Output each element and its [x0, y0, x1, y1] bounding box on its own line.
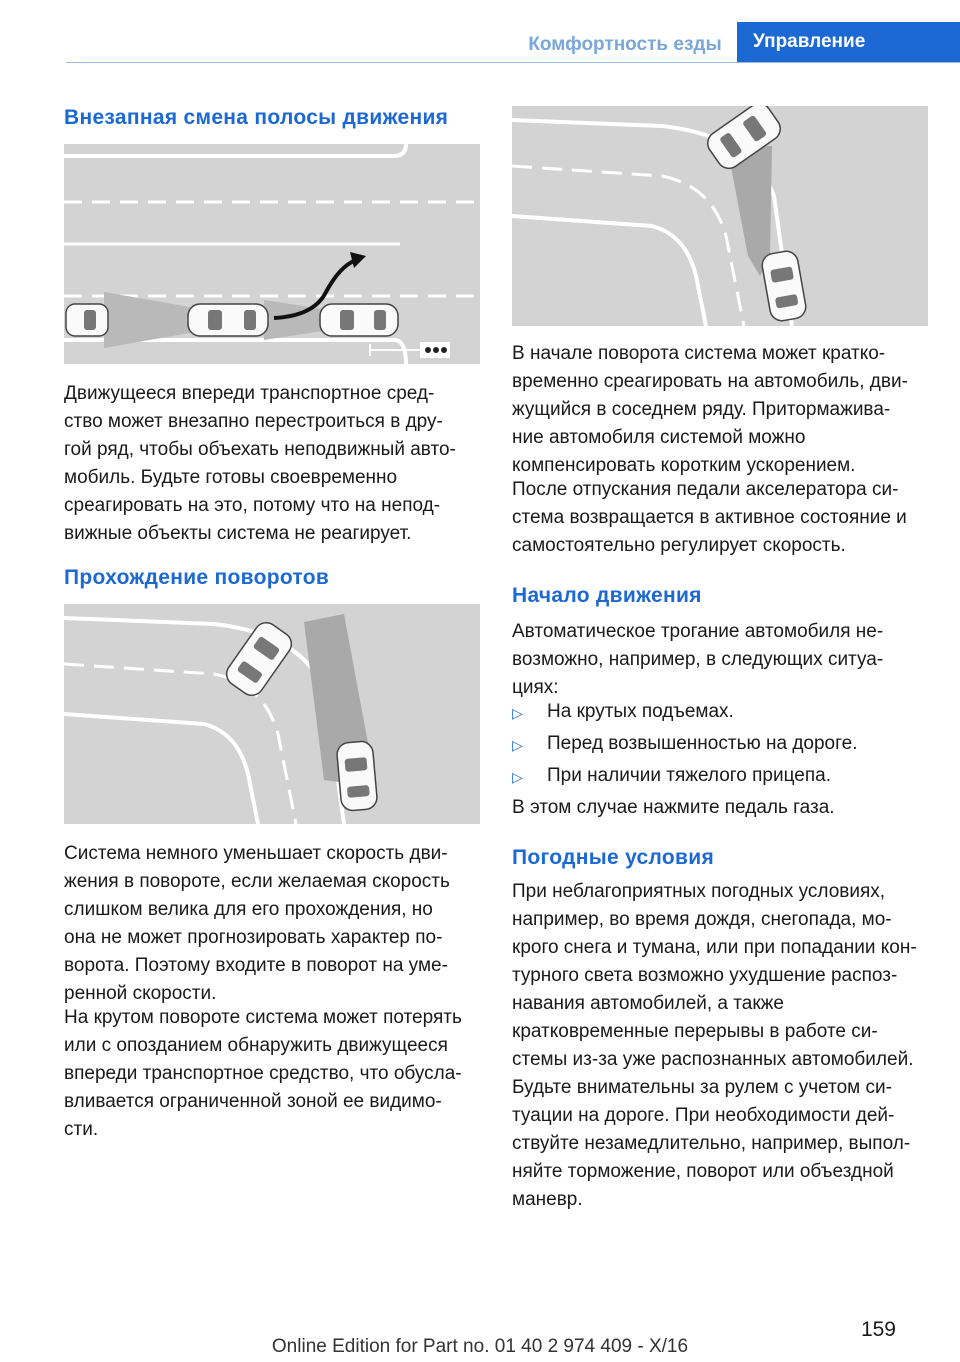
header-chapter-tab: Управление	[737, 22, 960, 62]
page-number: 159	[860, 1318, 896, 1341]
paragraph-cornering-2: На крутом повороте система может потерять или с опозданием обнаружить движущееся впереди транспортное средство, что обусла- вливается ограниченной зоной ее видимо- сти.	[64, 1007, 462, 1140]
paragraph-curve-start: В начале поворота система может кратко- временно среагировать на автомобиль, дви- жущийся в соседнем ряду. Притормажива- ние автомобиля системой можно компенсировать коротким ускорением.	[512, 343, 908, 476]
heading-cornering: Прохождение поворотов	[64, 566, 330, 589]
paragraph-weather: При неблагоприятных погодных условиях, например, во время дождя, снегопада, мо- крого снега и тумана, или при попадании кон- турного света возможно ухудшение распоз- навания автомобилей, а также кратковременные перерывы в работе си- стемы из-за уже распознанных автомобилей. Будьте внимательны за рулем с учетом си- туации на дороге. При необходимости дей- ствуйте незамедлительно, например, выпол- няйте торможение, поворот или объездной маневр.	[512, 881, 917, 1210]
heading-starting-off: Начало движения	[512, 584, 702, 607]
figure-cornering-right	[512, 106, 928, 326]
paragraph-cornering-1: Система немного уменьшает скорость дви- жения в повороте, если желаемая скорость слишком велика для его прохождения, но она не может прогнозировать характер по- ворота. Поэтому входите в поворот на уме- ренной скорости.	[64, 843, 450, 1004]
triangle-bullet-icon: ▷	[512, 705, 523, 721]
header-rule	[66, 62, 960, 63]
triangle-bullet-icon: ▷	[512, 769, 523, 785]
figure-lane-change	[64, 144, 480, 364]
paragraph-lane-change: Движущееся впереди транспортное сред- ство может внезапно перестроиться в дру- гой ряд, чтобы объехать неподвижный авто- мобиль. Будьте готовы своевременно среагировать на это, потому что на непод- вижные объекты система не реагирует.	[64, 383, 456, 544]
heading-weather: Погодные условия	[512, 846, 715, 869]
figure-cornering-left	[64, 604, 480, 824]
footer-edition: Online Edition for Part no. 01 40 2 974 409 - X/16	[271, 1336, 689, 1357]
paragraph-press-gas: В этом случае нажмите педаль газа.	[512, 797, 835, 818]
paragraph-auto-start: Автоматическое трогание автомобиля не- возможно, например, в следующих ситуа- циях:	[512, 621, 884, 698]
paragraph-accelerator-release: После отпускания педали акселератора си- стема возвращается в активное состояние и самостоятельно регулирует скорость.	[512, 479, 907, 556]
heading-lane-change: Внезапная смена полосы движения	[64, 106, 449, 129]
triangle-bullet-icon: ▷	[512, 737, 523, 753]
header-section: Комфортность езды	[528, 34, 722, 55]
